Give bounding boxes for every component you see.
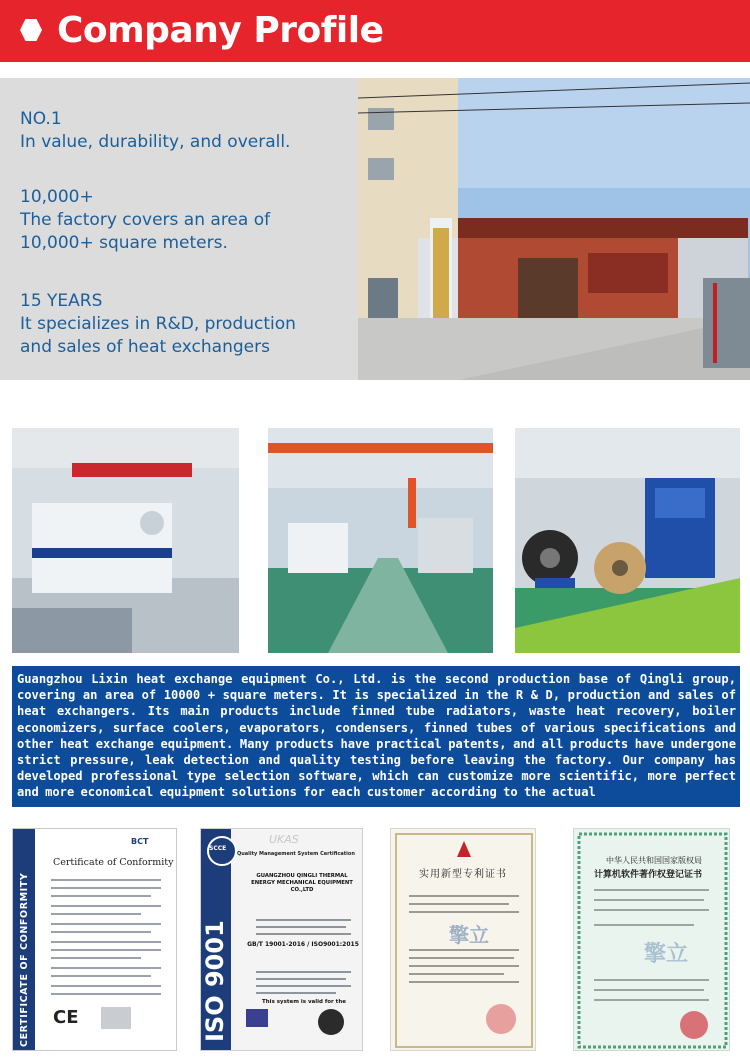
stat-detail: It specializes in R&D, production: [20, 314, 296, 334]
stat-headline: NO.1: [20, 109, 62, 129]
stat-headline: 10,000+: [20, 187, 94, 207]
certificate-title: Certificate of Conformity: [53, 857, 174, 868]
iso-valid: This system is valid for the: [262, 999, 346, 1005]
stat-area: [20, 186, 270, 255]
iso-company: GUANGZHOU QINGLI THERMAL ENERGY MECHANICAL EQUIPMENT CO.,LTD: [251, 873, 353, 893]
iso-certificate: [200, 828, 363, 1051]
workshop-illustration: [12, 428, 239, 653]
workshop-illustration: [515, 428, 740, 653]
iso-side-text: ISO 9001: [201, 920, 229, 1042]
ukas-watermark: UKAS: [269, 833, 299, 846]
cert-side-label: [15, 837, 33, 1047]
page-title: Company Profile: [57, 10, 384, 51]
iso-standard: GB/T 19001-2016 / ISO9001:2015: [247, 941, 359, 948]
patent-brand-watermark: 擎立: [449, 923, 489, 947]
side-label-text: CERTIFICATE OF CONFORMITY: [19, 872, 30, 1047]
stats-panel: [0, 78, 358, 380]
factory-gate-photo: [358, 78, 750, 380]
company-description: Guangzhou Lixin heat exchange equipment Co., Ltd. is the second production base of Qingli group, covering an area of 10000 + square meters. It is specialized in the R & D, production and sales of heat exchangers. Its main products include finned tube radiators, waste heat recovery, boiler economizers, surface coolers, evaporators, condensers, finned tubes of various specifications and other heat exchange equipment. Many products have practical patents, and all products have undergone strict pressure, leak detection and quality testing before leaving the factory. Our company has developed professional type selection software, which can customize more scientific, more perfect and more economical equipment solutions for each customer according to the actual: [17, 672, 736, 800]
workshop-photo: [12, 428, 239, 653]
section-header: [0, 0, 750, 62]
bct-logo: BCT: [131, 837, 149, 846]
patent-title: 实用新型专利证书: [419, 869, 507, 880]
workshop-photo: [268, 428, 493, 653]
software-title-line2: 计算机软件著作权登记证书: [594, 870, 703, 880]
patent-certificate: [390, 828, 536, 1051]
stat-headline: 15 YEARS: [20, 291, 103, 311]
stat-detail: 10,000+ square meters.: [20, 233, 228, 253]
scce-logo: SCCE: [209, 845, 227, 852]
stat-detail: The factory covers an area of: [20, 210, 271, 230]
company-description-panel: [12, 666, 740, 807]
intro-section: [0, 78, 750, 380]
software-title-line1: 中华人民共和国国家版权局: [606, 856, 702, 865]
stat-detail: and sales of heat exchangers: [20, 337, 270, 357]
factory-gate-illustration: [358, 78, 750, 380]
ce-certificate: [12, 828, 177, 1051]
stat-years: [20, 290, 296, 359]
stat-detail: In value, durability, and overall.: [20, 132, 291, 152]
software-copyright-certificate: [573, 828, 730, 1051]
workshop-photo: [515, 428, 740, 653]
hexagon-icon: [20, 19, 42, 41]
stat-ranking: [20, 108, 290, 154]
iso-side-label: [200, 917, 235, 1047]
software-brand-watermark: 擎立: [644, 942, 689, 967]
ce-mark-icon: CE: [53, 1007, 79, 1028]
iso-header: Quality Management System Certification: [237, 851, 355, 857]
workshop-illustration: [268, 428, 493, 653]
